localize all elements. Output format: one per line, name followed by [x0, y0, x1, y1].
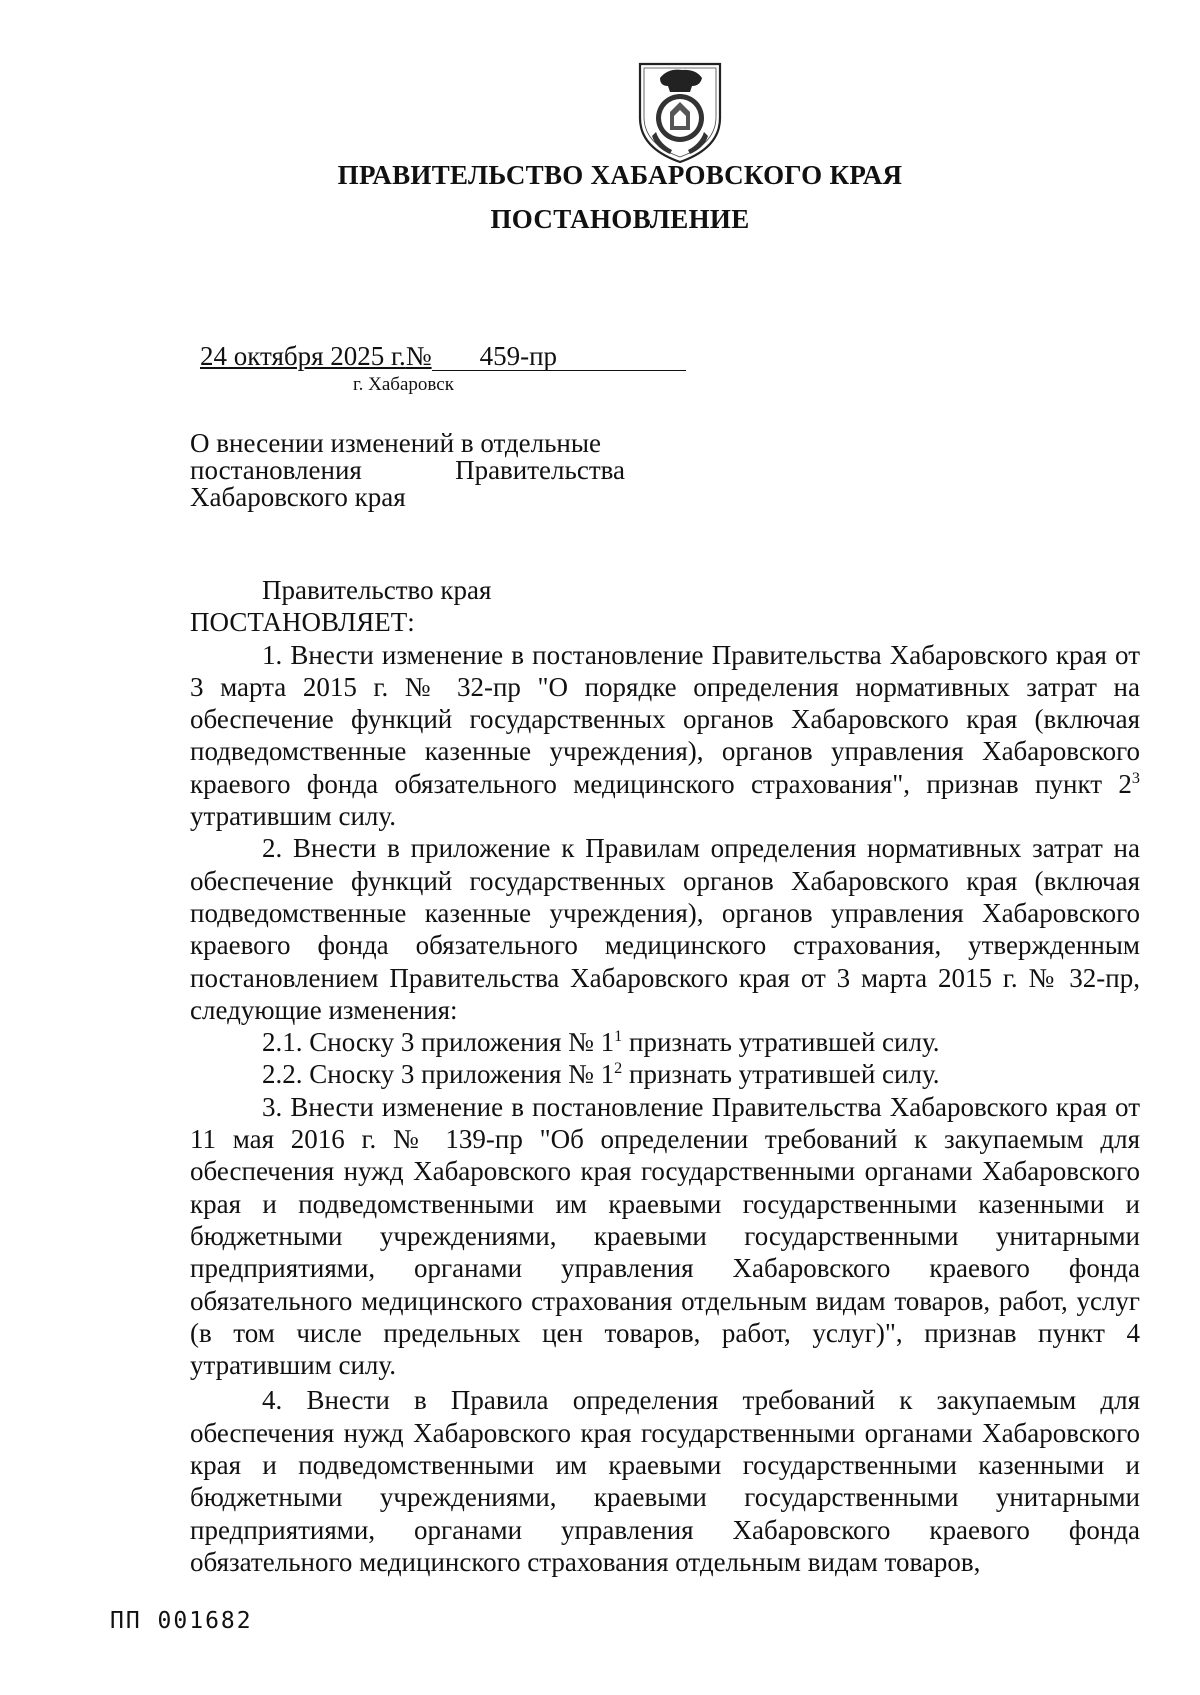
- paragraph-4: 4. Внести в Правила определения требований к закупаемым для обеспечения нужд Хабаровского края государственными органами Хабаровского края и подведомственными им краевыми государственными казенными и бюджетными учреждениями, краевыми государственными унитарными предприятиями, органами управления Хабаровского краевого фонда обязательного медицинского страхования отдельным видам товаров,: [190, 1385, 1140, 1577]
- intro-line-1: Правительство края: [262, 575, 492, 605]
- document-number: 459-пр: [432, 342, 686, 371]
- date-number-line: [200, 340, 680, 372]
- paragraph-2: 2. Внести в приложение к Правилам определения нормативных затрат на обеспечение функций государственных органов Хабаровского края (включая подведомственные казенные учреждения), органов управления Хабаровского краевого фонда обязательного медицинского страхования, утвержденным постановлением Правительства Хабаровского края от 3 марта 2015 г. № 32-пр, следующие изменения:: [190, 833, 1140, 1025]
- paragraph-2-2: [190, 1058, 1140, 1090]
- paragraph-2-1-superscript: 1: [614, 1027, 623, 1046]
- document-body: [190, 574, 1140, 1578]
- paragraph-2-2-end: признать утратившей силу.: [622, 1059, 940, 1090]
- subject-line-2a: постановления: [190, 455, 362, 485]
- government-title: ПРАВИТЕЛЬСТВО ХАБАРОВСКОГО КРАЯ: [337, 160, 903, 190]
- paragraph-2-1: [190, 1026, 1140, 1058]
- document-subject: [190, 430, 625, 511]
- paragraph-2-1-end: признать утратившей силу.: [622, 1027, 940, 1058]
- intro-line-2: ПОСТАНОВЛЯЕТ:: [190, 607, 415, 638]
- paragraph-2-2-superscript: 2: [614, 1059, 623, 1078]
- paragraph-1: [190, 639, 1140, 833]
- form-serial-number: ПП 001682: [110, 1608, 253, 1634]
- document-type-title: ПОСТАНОВЛЕНИЕ: [490, 204, 750, 234]
- paragraph-1-end: утратившим силу.: [190, 801, 396, 832]
- coat-of-arms-icon: [630, 56, 730, 166]
- subject-line-1: О внесении изменений в отдельные: [190, 428, 601, 458]
- paragraph-2-1-text: 2.1. Сноску 3 приложения № 1: [262, 1027, 615, 1058]
- document-date: 24 октября 2025 г.: [200, 341, 406, 371]
- subject-line-2b: Правительства: [455, 455, 625, 485]
- number-label: №: [405, 341, 432, 371]
- paragraph-2-2-text: 2.2. Сноску 3 приложения № 1: [262, 1059, 615, 1090]
- subject-line-3: Хабаровского края: [190, 482, 406, 512]
- paragraph-1-superscript: 3: [1131, 768, 1140, 787]
- paragraph-1-text: 1. Внести изменение в постановление Правительства Хабаровского края от 3 марта 2015 г. № 32-пр "О порядке определения нормативных затрат на обеспечение функций государственных органов Хабаровского края (включая подведомственные казенные учреждения), органов управления Хабаровского краевого фонда обязательного медицинского страхования", признав пункт 2: [190, 639, 1140, 799]
- document-city: г. Хабаровск: [353, 374, 454, 395]
- paragraph-3: 3. Внести изменение в постановление Правительства Хабаровского края от 11 мая 2016 г. № 139-пр "Об определении требований к закупаемым для обеспечения нужд Хабаровского края государственными органами Хабаровского края и подведомственными им краевыми государственными казенными и бюджетными учреждениями, краевыми государственными унитарными предприятиями, органами управления Хабаровского краевого фонда обязательного медицинского страхования отдельным видам товаров, работ, услуг (в том числе предельных цен товаров, работ, услуг)", признав пункт 4 утратившим силу.: [190, 1091, 1140, 1381]
